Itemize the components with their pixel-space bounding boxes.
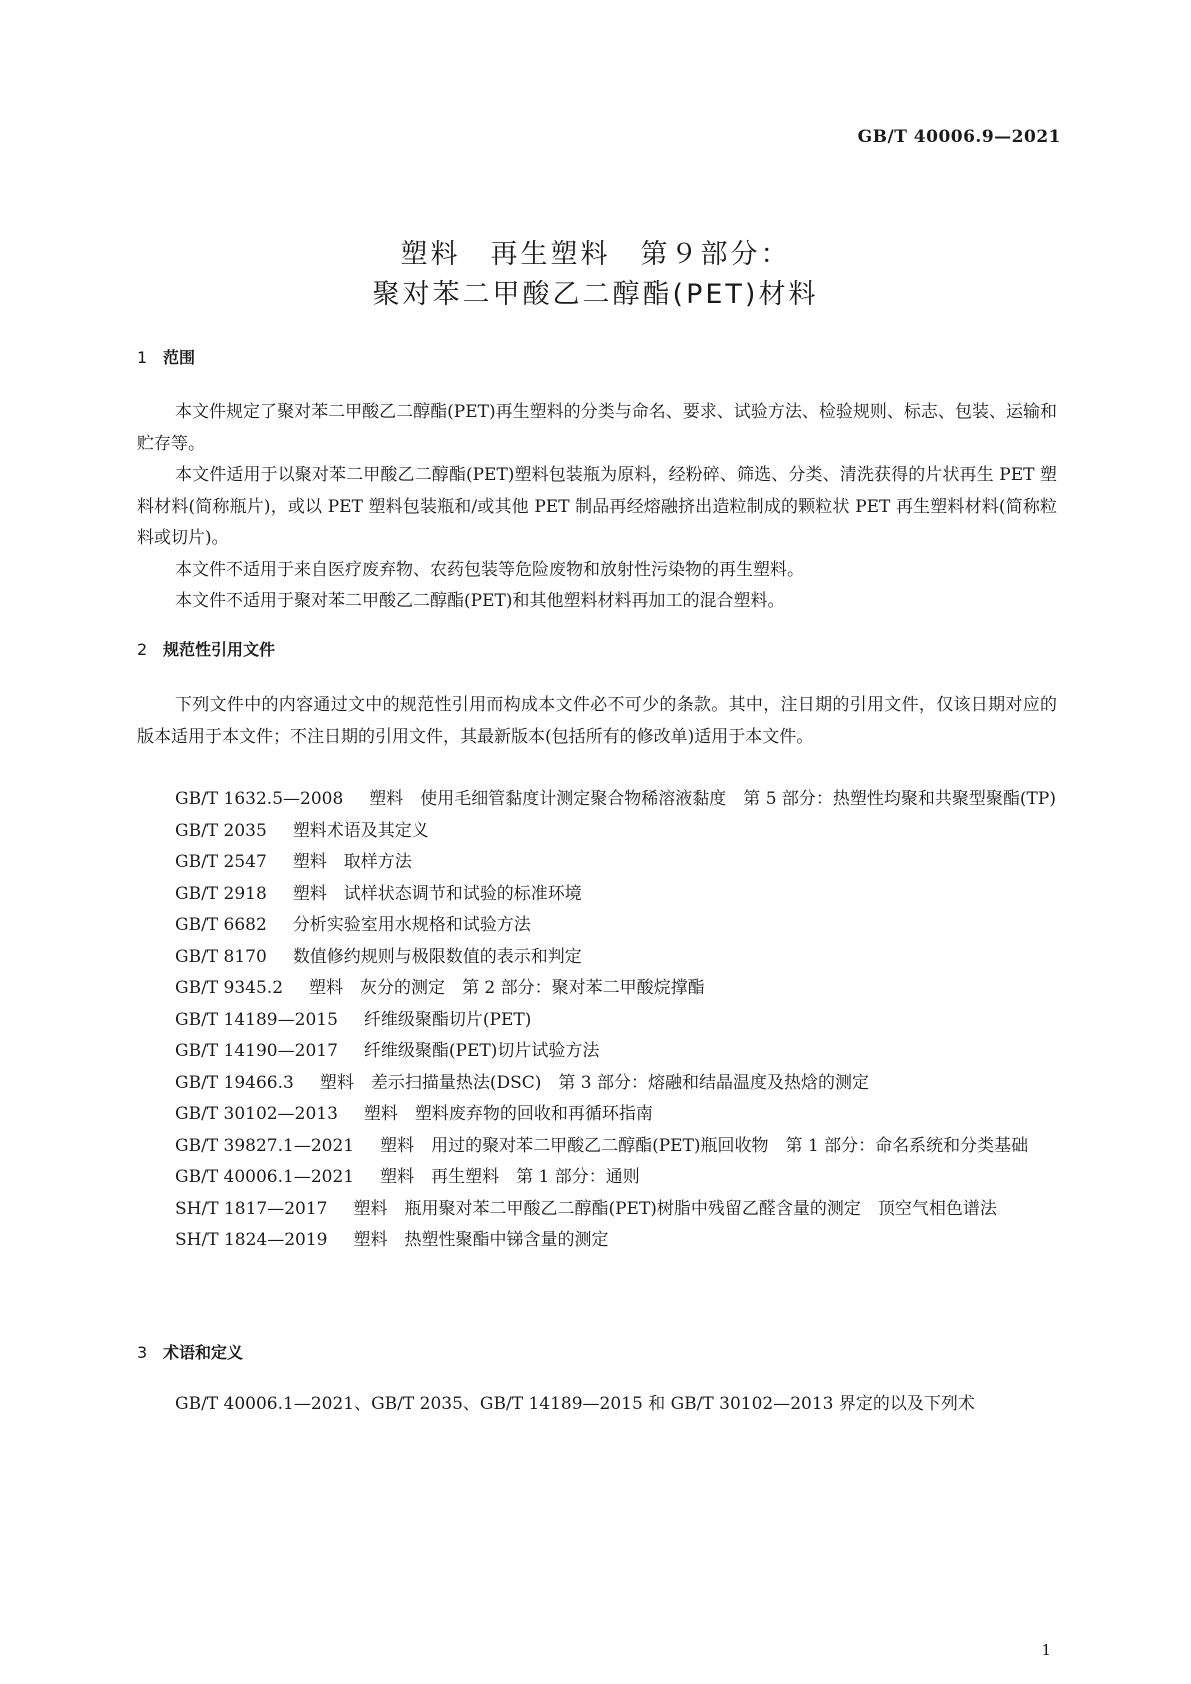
section-1-body	[137, 397, 1057, 618]
normative-references-list	[137, 784, 1057, 1257]
reference-title: 塑料 再生塑料 第 1 部分：通则	[380, 1167, 640, 1187]
reference-code: GB/T 8170	[175, 946, 267, 967]
section-title: 范围	[163, 348, 196, 367]
reference-title: 塑料术语及其定义	[292, 820, 429, 841]
reference-code: GB/T 6682	[175, 915, 267, 935]
reference-code: GB/T 39827.1—2021	[175, 1135, 355, 1156]
reference-item	[137, 816, 1057, 848]
document-title-line-2: 聚对苯二甲酸乙二醇酯(PET)材料	[372, 279, 819, 310]
paragraph: 本文件不适用于来自医疗废弃物、农药包装等危险废物和放射性污染物的再生塑料。	[175, 559, 804, 580]
section-number: 2	[137, 640, 148, 659]
page-number: 1	[1041, 1641, 1051, 1659]
reference-item	[137, 1005, 1057, 1037]
reference-title: 塑料 热塑性聚酯中锑含量的测定	[353, 1230, 609, 1250]
reference-code: GB/T 9345.2	[175, 978, 284, 998]
reference-item	[137, 784, 1057, 816]
section-title: 术语和定义	[163, 1343, 244, 1362]
reference-title: 塑料 差示扫描量热法(DSC) 第 3 部分：熔融和结晶温度及热焓的测定	[319, 1072, 870, 1093]
paragraph: 下列文件中的内容通过文中的规范性引用而构成本文件必不可少的条款。其中，注日期的引用文件，仅该日期对应的版本适用于本文件；不注日期的引用文件，其最新版本(包括所有的修改单)适用于本文件。	[137, 695, 1057, 747]
reference-code: GB/T 30102—2013	[175, 1104, 338, 1124]
reference-title: 塑料 用过的聚对苯二甲酸乙二醇酯(PET)瓶回收物 第 1 部分：命名系统和分类基础	[380, 1135, 1029, 1156]
reference-title: 数值修约规则与极限数值的表示和判定	[292, 946, 582, 967]
reference-item	[137, 910, 1057, 942]
reference-item	[137, 942, 1057, 974]
reference-title: 纤维级聚酯(PET)切片试验方法	[363, 1041, 600, 1061]
reference-item	[137, 1162, 1057, 1194]
reference-code: GB/T 1632.5—2008	[175, 789, 344, 809]
reference-code: SH/T 1824—2019	[175, 1230, 328, 1250]
reference-item	[137, 1068, 1057, 1100]
reference-code: GB/T 14189—2015	[175, 1009, 338, 1030]
section-title: 规范性引用文件	[163, 640, 276, 659]
reference-code: GB/T 40006.1—2021	[175, 1167, 355, 1187]
reference-item	[137, 1036, 1057, 1068]
reference-item	[137, 1225, 1057, 1257]
section-number: 1	[137, 348, 148, 367]
reference-code: GB/T 2918	[175, 883, 267, 904]
standard-code: GB/T 40006.9—2021	[857, 127, 1061, 147]
section-2-heading	[137, 637, 275, 660]
paragraph: GB/T 40006.1—2021、GB/T 2035、GB/T 14189—2015 和 GB/T 30102—2013 界定的以及下列术	[175, 1394, 975, 1414]
reference-item	[137, 973, 1057, 1005]
reference-title: 分析实验室用水规格和试验方法	[292, 915, 531, 935]
reference-title: 塑料 塑料废弃物的回收和再循环指南	[363, 1104, 653, 1124]
reference-code: GB/T 19466.3	[175, 1072, 294, 1093]
reference-title: 塑料 灰分的测定 第 2 部分：聚对苯二甲酸烷撑酯	[309, 978, 705, 998]
reference-item	[137, 1099, 1057, 1131]
section-2-intro	[137, 690, 1057, 753]
reference-code: GB/T 2547	[175, 852, 267, 872]
reference-title: 塑料 瓶用聚对苯二甲酸乙二醇酯(PET)树脂中残留乙醛含量的测定 顶空气相色谱法	[353, 1198, 997, 1219]
reference-title: 塑料 取样方法	[292, 852, 412, 872]
reference-item	[137, 879, 1057, 911]
paragraph: 本文件不适用于聚对苯二甲酸乙二醇酯(PET)和其他塑料材料再加工的混合塑料。	[175, 591, 785, 611]
paragraph: 本文件适用于以聚对苯二甲酸乙二醇酯(PET)塑料包装瓶为原料，经粉碎、筛选、分类、清洗获得的片状再生 PET 塑料材料(简称瓶片)，或以 PET 塑料包装瓶和/或其他 PET 制品再经熔融挤出造粒制成的颗粒状 PET 再生塑料材料(简称粒料或切片)。	[137, 465, 1057, 548]
reference-item	[137, 1194, 1057, 1226]
section-1-heading	[137, 345, 195, 368]
paragraph: 本文件规定了聚对苯二甲酸乙二醇酯(PET)再生塑料的分类与命名、要求、试验方法、检验规则、标志、包装、运输和贮存等。	[137, 402, 1057, 454]
reference-item	[137, 847, 1057, 879]
reference-code: GB/T 14190—2017	[175, 1041, 338, 1061]
document-title-line-1: 塑料 再生塑料 第９部分：	[400, 239, 791, 270]
reference-title: 纤维级聚酯切片(PET)	[363, 1009, 532, 1030]
reference-code: GB/T 2035	[175, 820, 267, 841]
section-number: 3	[137, 1343, 148, 1362]
section-3-body	[137, 1389, 1057, 1421]
reference-code: SH/T 1817—2017	[175, 1198, 328, 1219]
section-3-heading	[137, 1340, 243, 1363]
reference-item	[137, 1131, 1057, 1163]
reference-title: 塑料 使用毛细管黏度计测定聚合物稀溶液黏度 第 5 部分：热塑性均聚和共聚型聚酯(TP)	[369, 789, 1056, 809]
reference-title: 塑料 试样状态调节和试验的标准环境	[292, 883, 582, 904]
